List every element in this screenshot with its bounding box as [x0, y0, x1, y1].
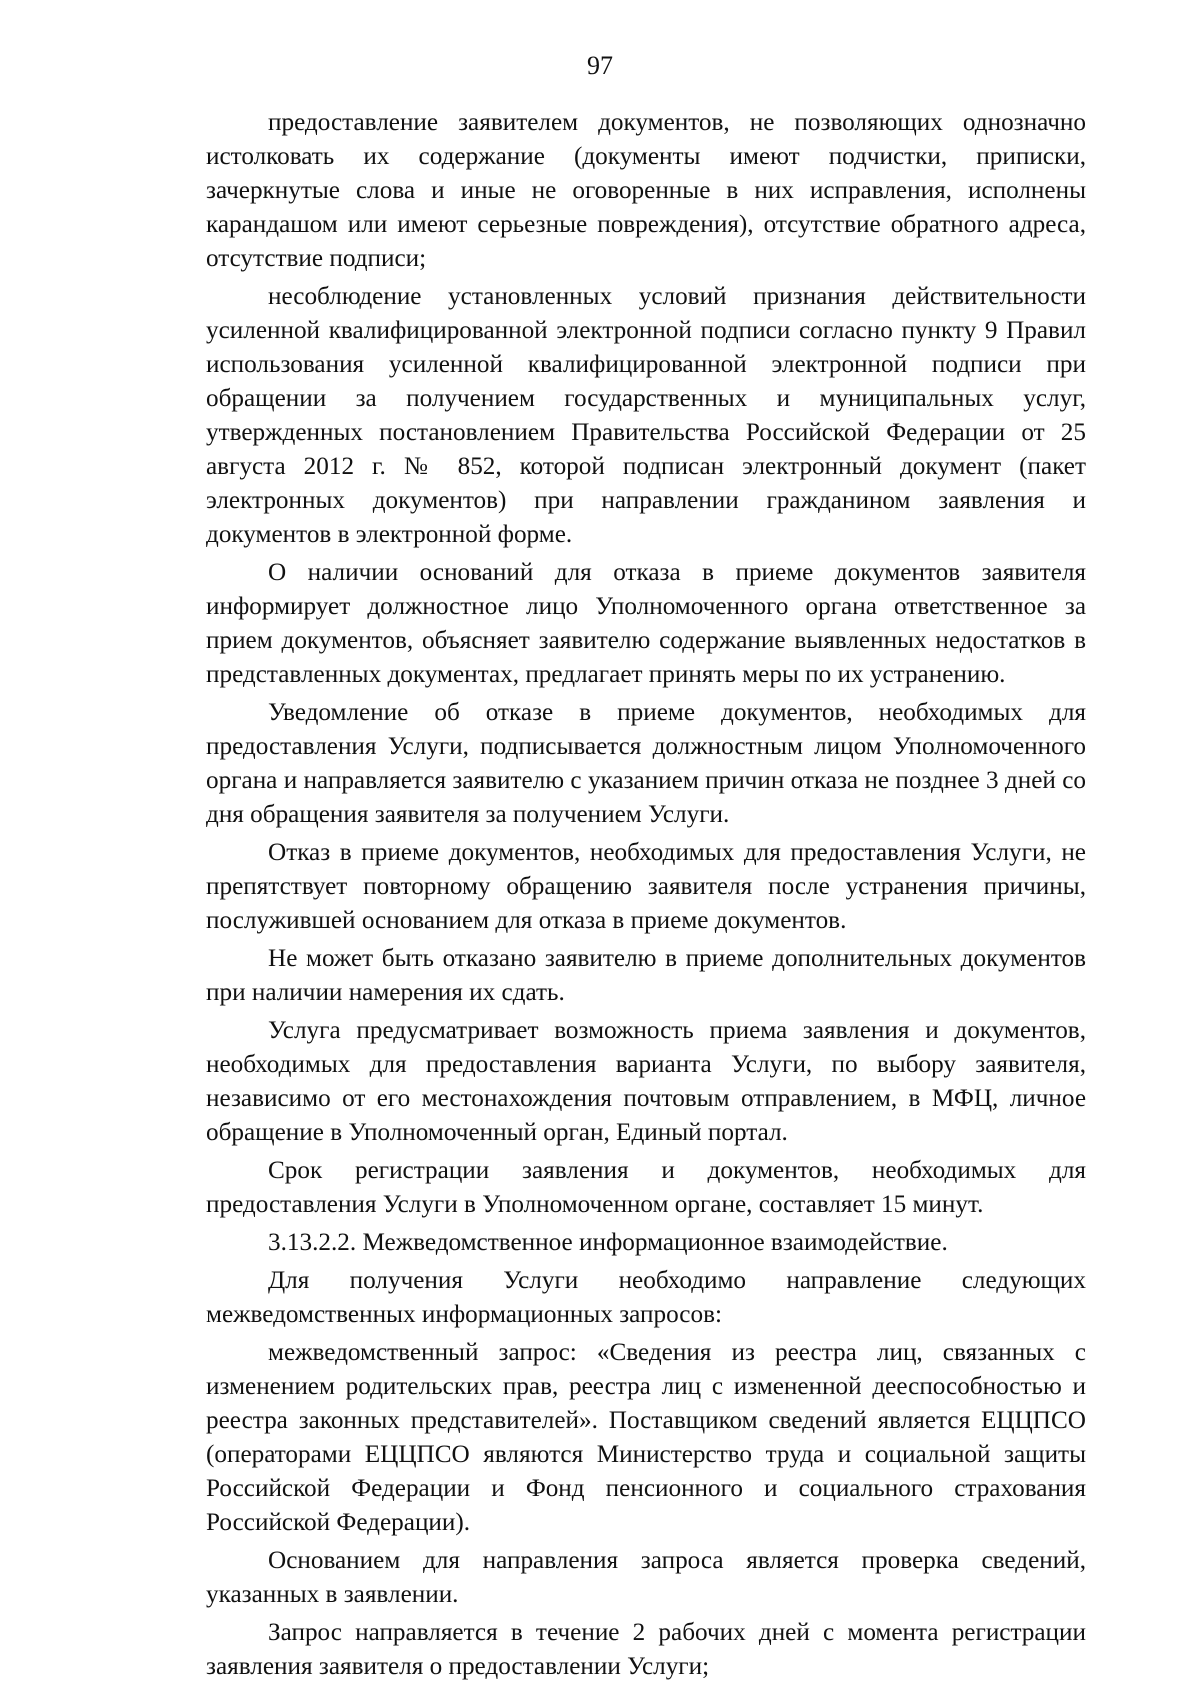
paragraph: О наличии оснований для отказа в приеме документов заявителя информирует должностное лицо Уполномоченного органа ответственное за прием документов, объясняет заявителю содержание выявленных недостатков в представленных документах, предлагает принять меры по их устранению.	[206, 559, 1086, 688]
paragraph: Запрос направляется в течение 2 рабочих дней с момента регистрации заявления заявителя о предоставлении Услуги;	[206, 1619, 1086, 1680]
paragraph: Основанием для направления запроса является проверка сведений, указанных в заявлении.	[206, 1547, 1086, 1608]
paragraph: Не может быть отказано заявителю в приеме дополнительных документов при наличии намерения их сдать.	[206, 945, 1086, 1006]
paragraph: межведомственный запрос: «Сведения из реестра лиц, связанных с изменением родительских прав, реестра лиц с измененной дееспособностью и реестра законных представителей». Поставщиком сведений является ЕЦЦПСО (операторами ЕЦЦПСО являются Министерство труда и социальной защиты Российской Федерации и Фонд пенсионного и социального страхования Российской Федерации).	[206, 1339, 1086, 1536]
paragraph: Услуга предусматривает возможность приема заявления и документов, необходимых для предоставления варианта Услуги, по выбору заявителя, независимо от его местонахождения почтовым отправлением, в МФЦ, личное обращение в Уполномоченный орган, Единый портал.	[206, 1017, 1086, 1146]
paragraph: Срок регистрации заявления и документов, необходимых для предоставления Услуги в Уполномоченном органе, составляет 15 минут.	[206, 1157, 1086, 1218]
section-heading: 3.13.2.2. Межведомственное информационное взаимодействие.	[268, 1229, 948, 1256]
paragraph: Уведомление об отказе в приеме документов, необходимых для предоставления Услуги, подписывается должностным лицом Уполномоченного органа и направляется заявителю с указанием причин отказа не позднее 3 дней со дня обращения заявителя за получением Услуги.	[206, 699, 1086, 828]
paragraph: предоставление заявителем документов, не позволяющих однозначно истолковать их содержание (документы имеют подчистки, приписки, зачеркнутые слова и иные не оговоренные в них исправления, исполнены карандашом или имеют серьезные повреждения), отсутствие обратного адреса, отсутствие подписи;	[206, 109, 1086, 272]
paragraph: несоблюдение установленных условий признания действительности усиленной квалифицированной электронной подписи согласно пункту 9 Правил использования усиленной квалифицированной электронной подписи при обращении за получением государственных и муниципальных услуг, утвержденных постановлением Правительства Российской Федерации от 25 августа 2012 г. № 852, которой подписан электронный документ (пакет электронных документов) при направлении гражданином заявления и документов в электронной форме.	[206, 283, 1086, 548]
paragraph: Для получения Услуги необходимо направление следующих межведомственных информационных запросов:	[206, 1267, 1086, 1328]
page-number: 97	[587, 51, 613, 80]
document-body	[206, 106, 1086, 1684]
paragraph: Отказ в приеме документов, необходимых для предоставления Услуги, не препятствует повторному обращению заявителя после устранения причины, послужившей основанием для отказа в приеме документов.	[206, 839, 1086, 934]
